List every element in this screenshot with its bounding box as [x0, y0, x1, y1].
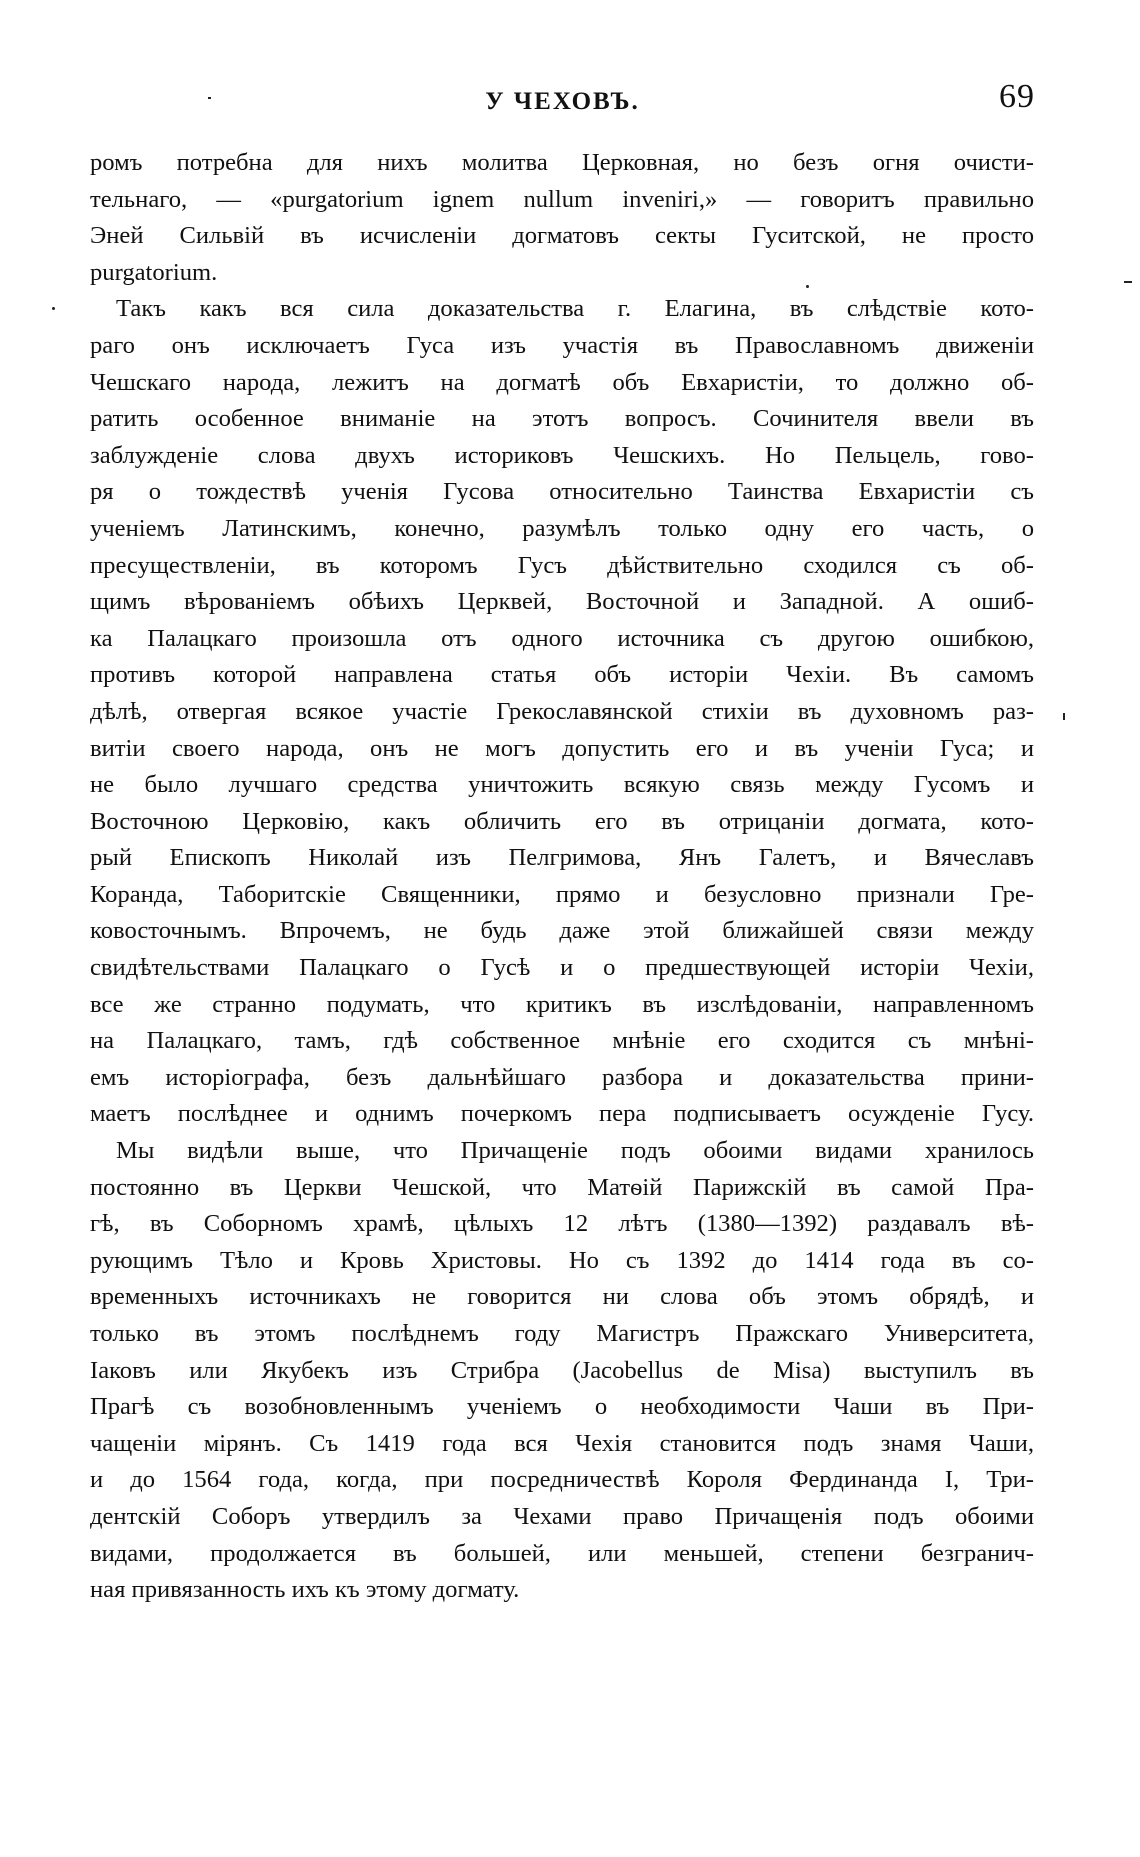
text-line: только въ этомъ послѣднемъ году Магистръ Пражскаго Университета,	[90, 1320, 1034, 1347]
text-line: витіи своего народа, онъ не могъ допустить его и въ ученіи Гуса; и	[90, 734, 1034, 762]
margin-speck	[208, 97, 211, 99]
text-line: ная привязанность ихъ къ этому догмату.	[90, 1576, 520, 1604]
text-line: свидѣтельствами Палацкаго о Гусѣ и о предшествующей исторіи Чехіи,	[90, 954, 1034, 982]
paragraph-3	[90, 1133, 1034, 1609]
running-head	[90, 78, 1035, 128]
text-line: емъ исторіографа, безъ дальнѣйшаго разбора и доказательства прини-	[90, 1063, 1034, 1091]
margin-speck	[806, 285, 809, 288]
text-line: ка Палацкаго произошла отъ одного источника съ другою ошибкою,	[90, 624, 1034, 652]
text-block	[90, 145, 1034, 1609]
text-line: постоянно въ Церкви Чешской, что Матѳій Парижскій въ самой Пра-	[90, 1173, 1034, 1201]
running-title: У ЧЕХОВЪ.	[485, 88, 640, 115]
text-line: ромъ потребна для нихъ молитва Церковная, но безъ огня очисти-	[90, 149, 1034, 176]
text-line: рый Епископъ Николай изъ Пелгримова, Янъ Галетъ, и Вячеславъ	[90, 844, 1034, 872]
text-line: и до 1564 года, когда, при посредничествѣ Короля Фердинанда I, Три-	[90, 1466, 1034, 1494]
text-line: чащеніи мірянъ. Съ 1419 года вся Чехія становится подъ знамя Чаши,	[90, 1429, 1034, 1457]
text-line: дентскій Соборъ утвердилъ за Чехами право Причащенія подъ обоими	[90, 1502, 1034, 1530]
text-line: щимъ вѣрованіемъ обѣихъ Церквей, Восточной и Западной. А ошиб-	[90, 588, 1034, 616]
text-line: Коранда, Таборитскіе Священники, прямо и безусловно признали Гре-	[90, 880, 1034, 908]
margin-speck	[52, 307, 55, 310]
text-line: на Палацкаго, тамъ, гдѣ собственное мнѣніе его сходится съ мнѣні-	[90, 1027, 1034, 1055]
text-line: видами, продолжается въ большей, или меньшей, степени безгранич-	[90, 1539, 1034, 1567]
text-line: Эней Сильвій въ исчисленіи догматовъ секты Гуситской, не просто	[90, 222, 1034, 250]
text-line: все же странно подумать, что критикъ въ изслѣдованіи, направленномъ	[90, 990, 1034, 1018]
text-line: противъ которой направлена статья объ исторіи Чехіи. Въ самомъ	[90, 661, 1034, 689]
text-line: Іаковъ или Якубекъ изъ Стрибра (Jacobellus de Misa) выступилъ въ	[90, 1356, 1034, 1384]
text-line: ря о тождествѣ ученія Гусова относительно Таинства Евхаристіи съ	[90, 478, 1034, 506]
paragraph-1	[90, 145, 1034, 291]
page-number: 69	[999, 78, 1035, 115]
text-line: Чешскаго народа, лежитъ на догматѣ объ Евхаристіи, то должно об-	[90, 368, 1034, 396]
text-line: Мы видѣли выше, что Причащеніе подъ обоими видами хранилось	[116, 1137, 1034, 1165]
text-line: ратить особенное вниманіе на этотъ вопросъ. Сочинителя ввели въ	[90, 405, 1034, 433]
text-line: Прагѣ съ возобновленнымъ ученіемъ о необходимости Чаши въ При-	[90, 1393, 1034, 1421]
text-line: Такъ какъ вся сила доказательства г. Елагина, въ слѣдствіе кото-	[116, 295, 1034, 323]
text-line: гѣ, въ Соборномъ храмѣ, цѣлыхъ 12 лѣтъ (1380—1392) раздавалъ вѣ-	[90, 1210, 1034, 1238]
text-line: заблужденіе слова двухъ историковъ Чешскихъ. Но Пельцель, гово-	[90, 441, 1034, 469]
text-line: purgatorium.	[90, 258, 218, 286]
text-line: рующимъ Тѣло и Кровь Христовы. Но съ 1392 до 1414 года въ со-	[90, 1246, 1034, 1274]
text-line: временныхъ источникахъ не говорится ни слова объ этомъ обрядѣ, и	[90, 1283, 1034, 1311]
text-line: ковосточнымъ. Впрочемъ, не будь даже этой ближайшей связи между	[90, 917, 1034, 945]
text-line: ученіемъ Латинскимъ, конечно, разумѣлъ только одну его часть, о	[90, 514, 1034, 542]
text-line: пресуществленіи, въ которомъ Гусъ дѣйствительно сходился съ об-	[90, 551, 1034, 579]
text-line: маетъ послѣднее и однимъ почеркомъ пера подписываетъ осужденіе Гусу.	[90, 1100, 1034, 1128]
text-line: Восточною Церковію, какъ обличить его въ отрицаніи догмата, кото-	[90, 807, 1034, 835]
text-line: дѣлѣ, отвергая всякое участіе Грекославянской стихіи въ духовномъ раз-	[90, 697, 1034, 725]
text-line: тельнаго, — «purgatorium ignem nullum inveniri,» — говоритъ правильно	[90, 185, 1034, 213]
text-line: не было лучшаго средства уничтожить всякую связь между Гусомъ и	[90, 771, 1034, 799]
text-line: раго онъ исключаетъ Гуса изъ участія въ Православномъ движеніи	[90, 331, 1034, 359]
paragraph-2	[90, 291, 1034, 1133]
margin-speck	[1063, 713, 1065, 720]
margin-speck	[1124, 281, 1132, 283]
